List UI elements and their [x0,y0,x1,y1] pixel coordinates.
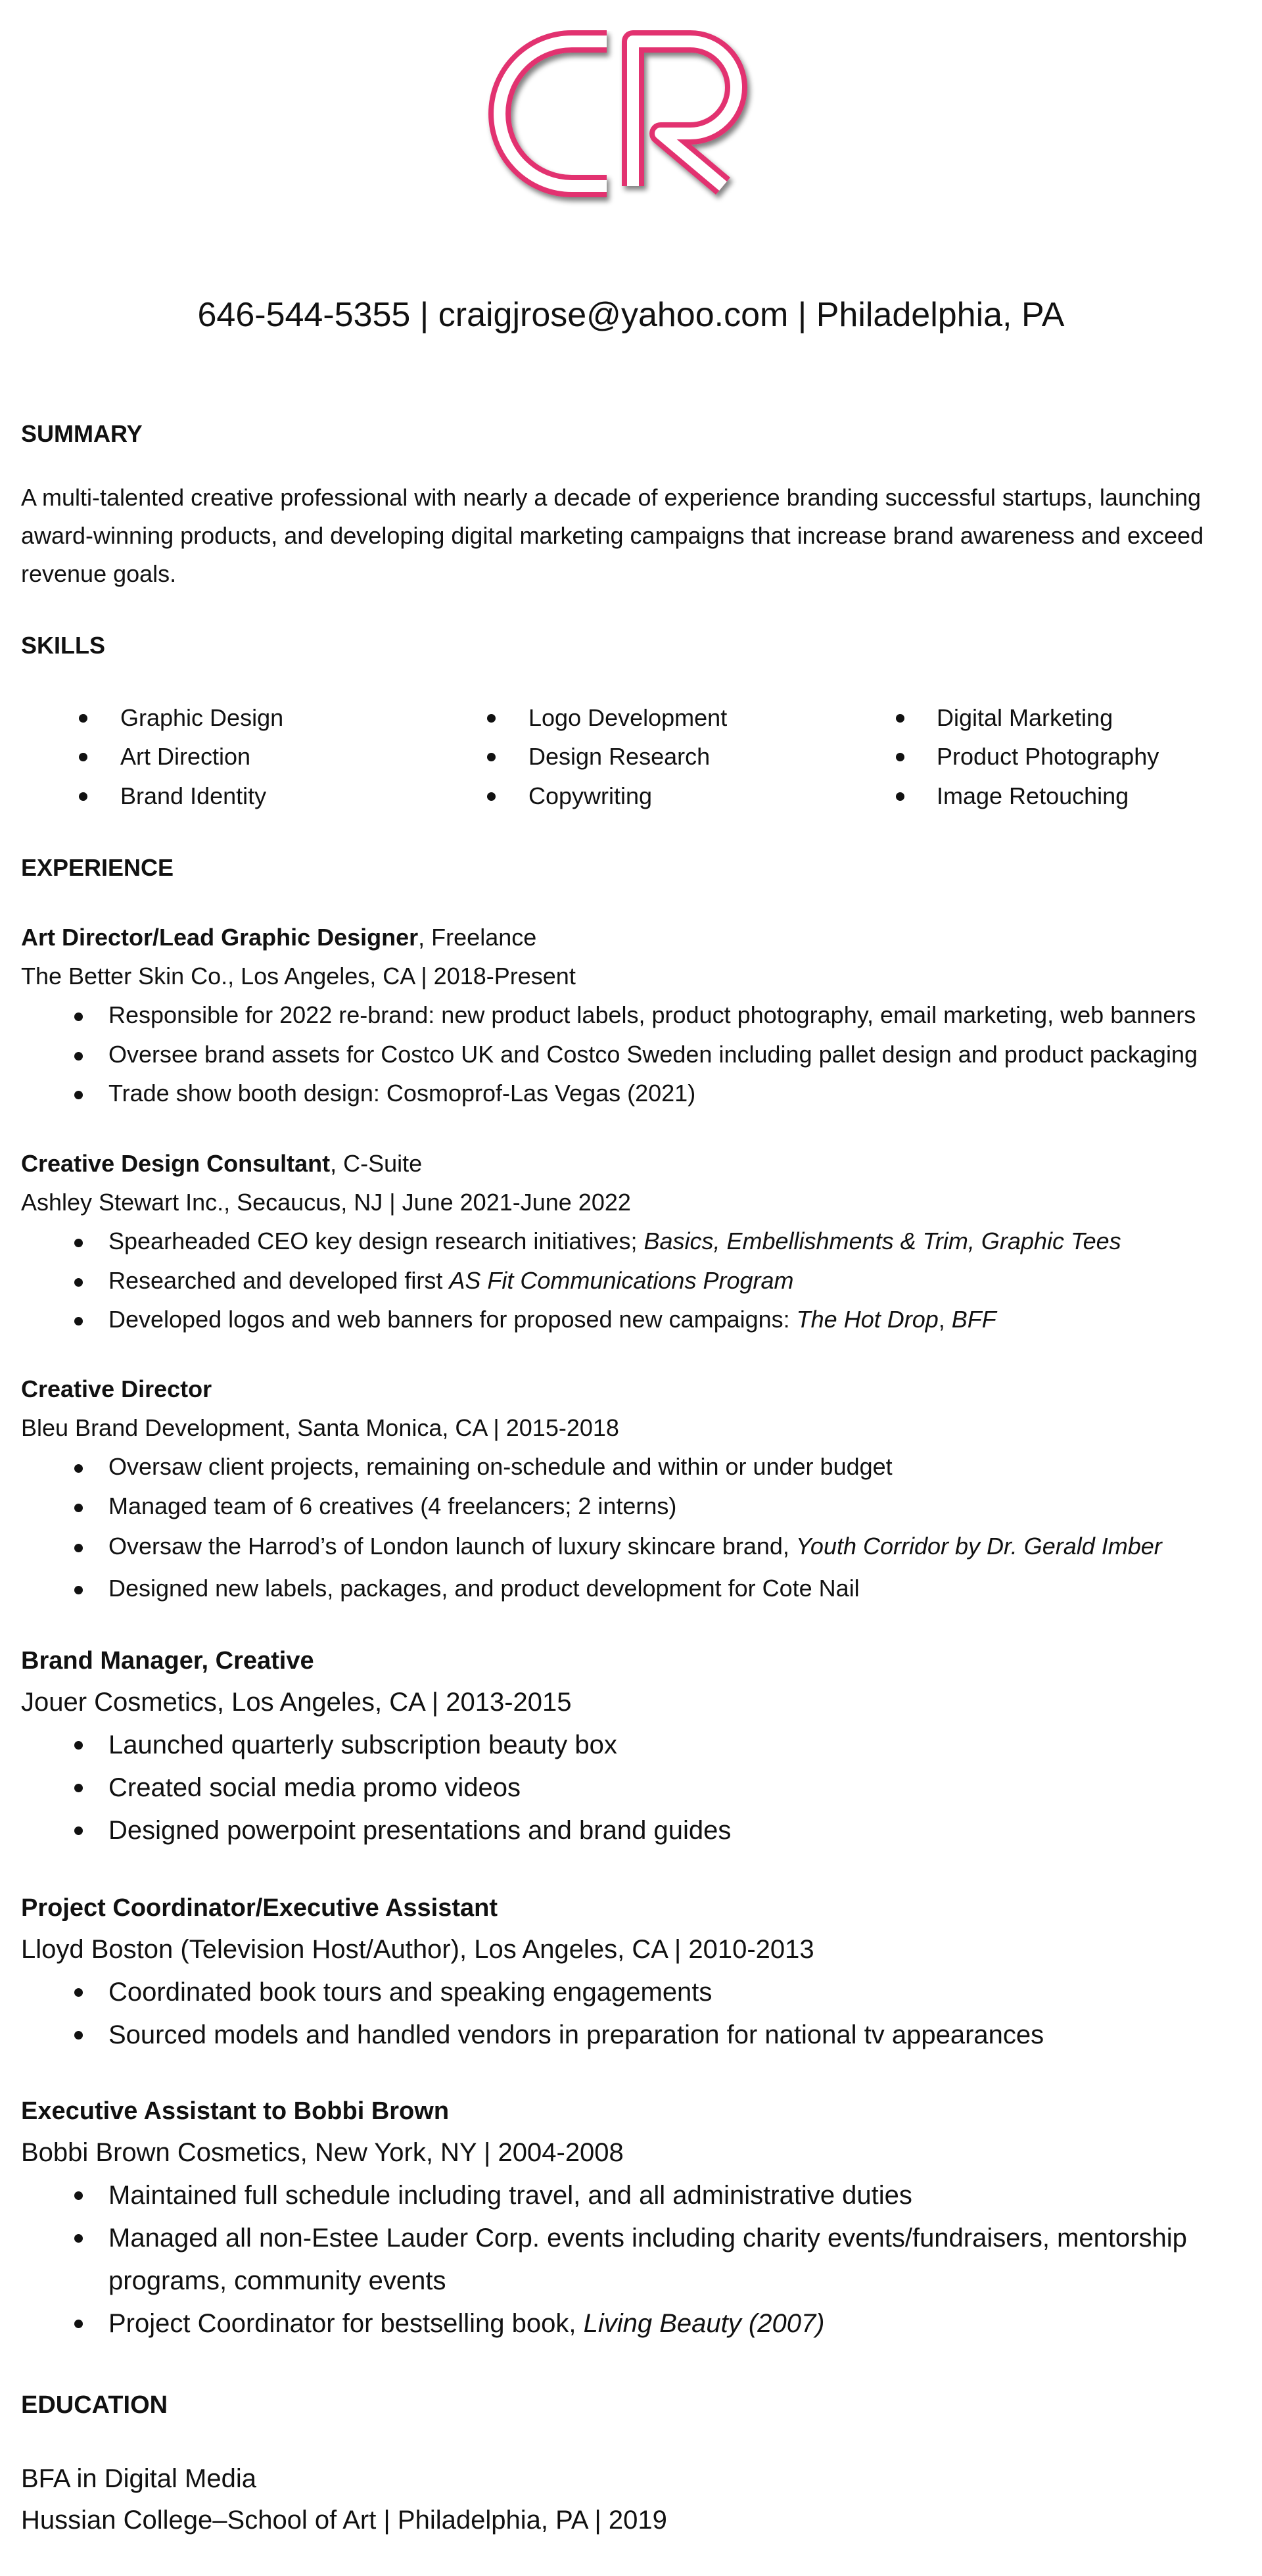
education-school: Hussian College–School of Art | Philadelphia, PA | 2019 [21,2506,667,2535]
job-bullet: Coordinated book tours and speaking engagements [108,1978,713,2007]
contact-line: 646-544-5355 | craigjrose@yahoo.com | Philadelphia, PA [197,296,1065,334]
job-bullet: Managed team of 6 creatives (4 freelancers; 2 interns) [108,1492,677,1519]
education-degree: BFA in Digital Media [21,2464,256,2493]
job-title: Art Director/Lead Graphic Designer [21,924,419,951]
summary-heading: SUMMARY [21,420,143,447]
job-bullet: Researched and developed first AS Fit Communications Program [108,1267,794,1294]
job-bullet: Created social media promo videos [108,1773,521,1802]
skill-item: Copywriting [528,782,653,809]
job-bullet: Maintained full schedule including travel, and all administrative duties [108,2181,912,2210]
job-bullet: Spearheaded CEO key design research initiatives; Basics, Embellishments & Trim, Graphic Tees [108,1228,1121,1254]
job-org: , C-Suite [330,1150,423,1177]
job-bullet: Project Coordinator for bestselling book, Living Beauty (2007) [108,2309,825,2338]
job-bullet: Responsible for 2022 re-brand: new product labels, product photography, email marketing, web banners [108,1001,1196,1028]
skill-item: Art Direction [120,743,251,770]
summary-text: A multi-talented creative professional with nearly a decade of experience branding successful startups, launching award-winning products, and developing digital marketing campaigns that increase brand awareness and exceed revenue goals. [21,484,1204,587]
job-bullet: Oversaw the Harrod’s of London launch of luxury skincare brand, Youth Corridor by Dr. Gerald Imber [108,1533,1162,1560]
job-title: Creative Design Consultant [21,1150,331,1177]
job-meta: Bleu Brand Development, Santa Monica, CA | 2015-2018 [21,1414,619,1441]
job-bullet-continuation: programs, community events [108,2266,446,2295]
job-title: Project Coordinator/Executive Assistant [21,1894,498,1922]
skill-item: Brand Identity [120,782,267,809]
job-title-line [21,922,536,953]
job-title: Brand Manager, Creative [21,1647,314,1675]
job-title: Executive Assistant to Bobbi Brown [21,2097,450,2125]
job-meta: Jouer Cosmetics, Los Angeles, CA | 2013-2015 [21,1688,572,1717]
job-meta: Lloyd Boston (Television Host/Author), Los Angeles, CA | 2010-2013 [21,1935,814,1964]
job-title-line [21,1149,422,1179]
job-bullet: Oversaw client projects, remaining on-schedule and within or under budget [108,1453,893,1480]
job-bullet: Designed powerpoint presentations and brand guides [108,1816,732,1845]
job-bullet: Designed new labels, packages, and product development for Cote Nail [108,1575,860,1602]
job-meta: The Better Skin Co., Los Angeles, CA | 2018-Present [21,963,576,990]
skill-item: Image Retouching [937,782,1129,809]
job-bullet: Launched quarterly subscription beauty box [108,1730,617,1759]
job-org: , Freelance [418,924,537,951]
job-bullet: Sourced models and handled vendors in preparation for national tv appearances [108,2020,1044,2049]
skill-item: Digital Marketing [937,704,1113,731]
education-heading: EDUCATION [21,2391,168,2419]
skill-item: Product Photography [937,743,1159,770]
cr-logo [463,16,792,227]
skill-item: Graphic Design [120,704,284,731]
job-meta: Bobbi Brown Cosmetics, New York, NY | 2004-2008 [21,2138,624,2167]
skill-item: Design Research [528,743,711,770]
skill-item: Logo Development [528,704,728,731]
job-bullet: Developed logos and web banners for proposed new campaigns: The Hot Drop, BFF [108,1306,996,1333]
job-bullet: Managed all non-Estee Lauder Corp. events including charity events/fundraisers, mentorship [108,2224,1187,2253]
job-title: Creative Director [21,1375,212,1402]
skills-heading: SKILLS [21,632,106,659]
job-bullet: Oversee brand assets for Costco UK and Costco Sweden including pallet design and product packaging [108,1041,1198,1068]
job-bullet: Trade show booth design: Cosmoprof-Las Vegas (2021) [108,1080,696,1107]
experience-heading: EXPERIENCE [21,854,174,881]
job-meta: Ashley Stewart Inc., Secaucus, NJ | June 2021-June 2022 [21,1189,631,1216]
